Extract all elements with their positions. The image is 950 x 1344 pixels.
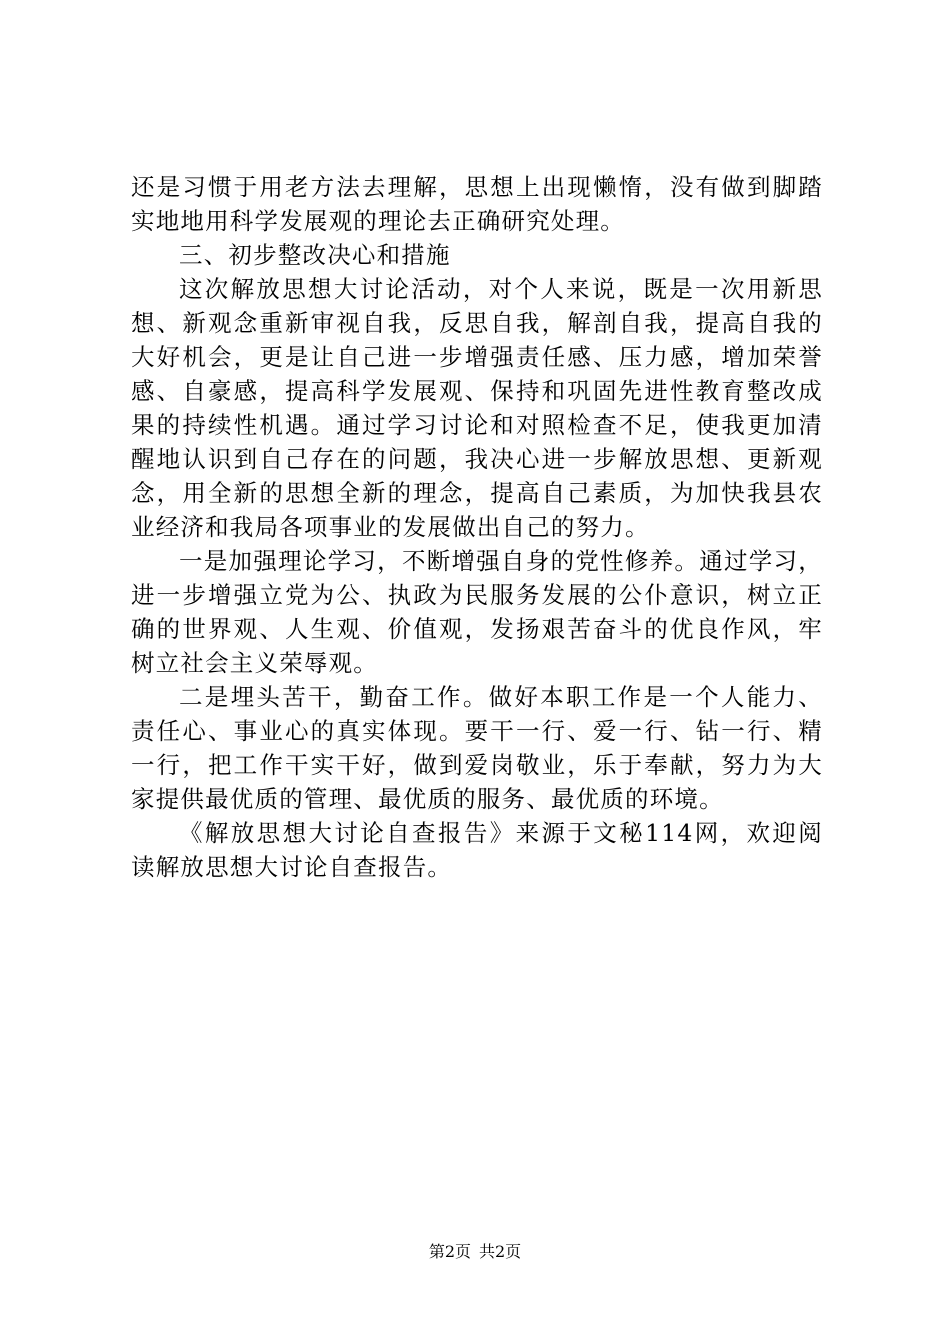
text-line: 二是埋头苦干，勤奋工作。做好本职工作是一个人能力、 [179,683,823,711]
text-line: 果的持续性机遇。通过学习讨论和对照检查不足，使我更加清 [131,411,823,439]
page-footer [0,1241,950,1263]
text-line: 还是习惯于用老方法去理解，思想上出现懒惰，没有做到脚踏 [131,173,823,201]
text-line: 读解放思想大讨论自查报告。 [131,853,453,881]
text-line: 大好机会，更是让自己进一步增强责任感、压力感，增加荣誉 [131,343,823,371]
page-total: 共2页 [479,1242,522,1261]
text-line: 实地地用科学发展观的理论去正确研究处理。 [131,207,625,235]
text-line: 一行，把工作干实干好，做到爱岗敬业，乐于奉献，努力为大 [131,751,823,779]
text-line: 《解放思想大讨论自查报告》来源于文秘114网，欢迎阅 [179,819,823,847]
text-line: 树立社会主义荣辱观。 [131,649,378,677]
text-line: 念，用全新的思想全新的理念，提高自己素质，为加快我县农 [131,479,823,507]
text-line: 家提供最优质的管理、最优质的服务、最优质的环境。 [131,785,724,813]
section-heading: 三、初步整改决心和措施 [179,241,451,269]
text-line: 进一步增强立党为公、执政为民服务发展的公仆意识，树立正 [131,581,823,609]
text-line: 责任心、事业心的真实体现。要干一行、爱一行、钻一行、精 [131,717,823,745]
document-body [131,170,823,884]
text-line: 醒地认识到自己存在的问题，我决心进一步解放思想、更新观 [131,445,823,473]
text-line: 确的世界观、人生观、价值观，发扬艰苦奋斗的优良作风，牢 [131,615,823,643]
text-line: 想、新观念重新审视自我，反思自我，解剖自我，提高自我的 [131,309,823,337]
text-line: 感、自豪感，提高科学发展观、保持和巩固先进性教育整改成 [131,377,823,405]
text-line: 一是加强理论学习，不断增强自身的党性修养。通过学习， [179,547,823,575]
text-line: 这次解放思想大讨论活动，对个人来说，既是一次用新思 [179,275,823,303]
text-line: 业经济和我局各项事业的发展做出自己的努力。 [131,513,650,541]
page-number: 第2页 [428,1242,471,1261]
